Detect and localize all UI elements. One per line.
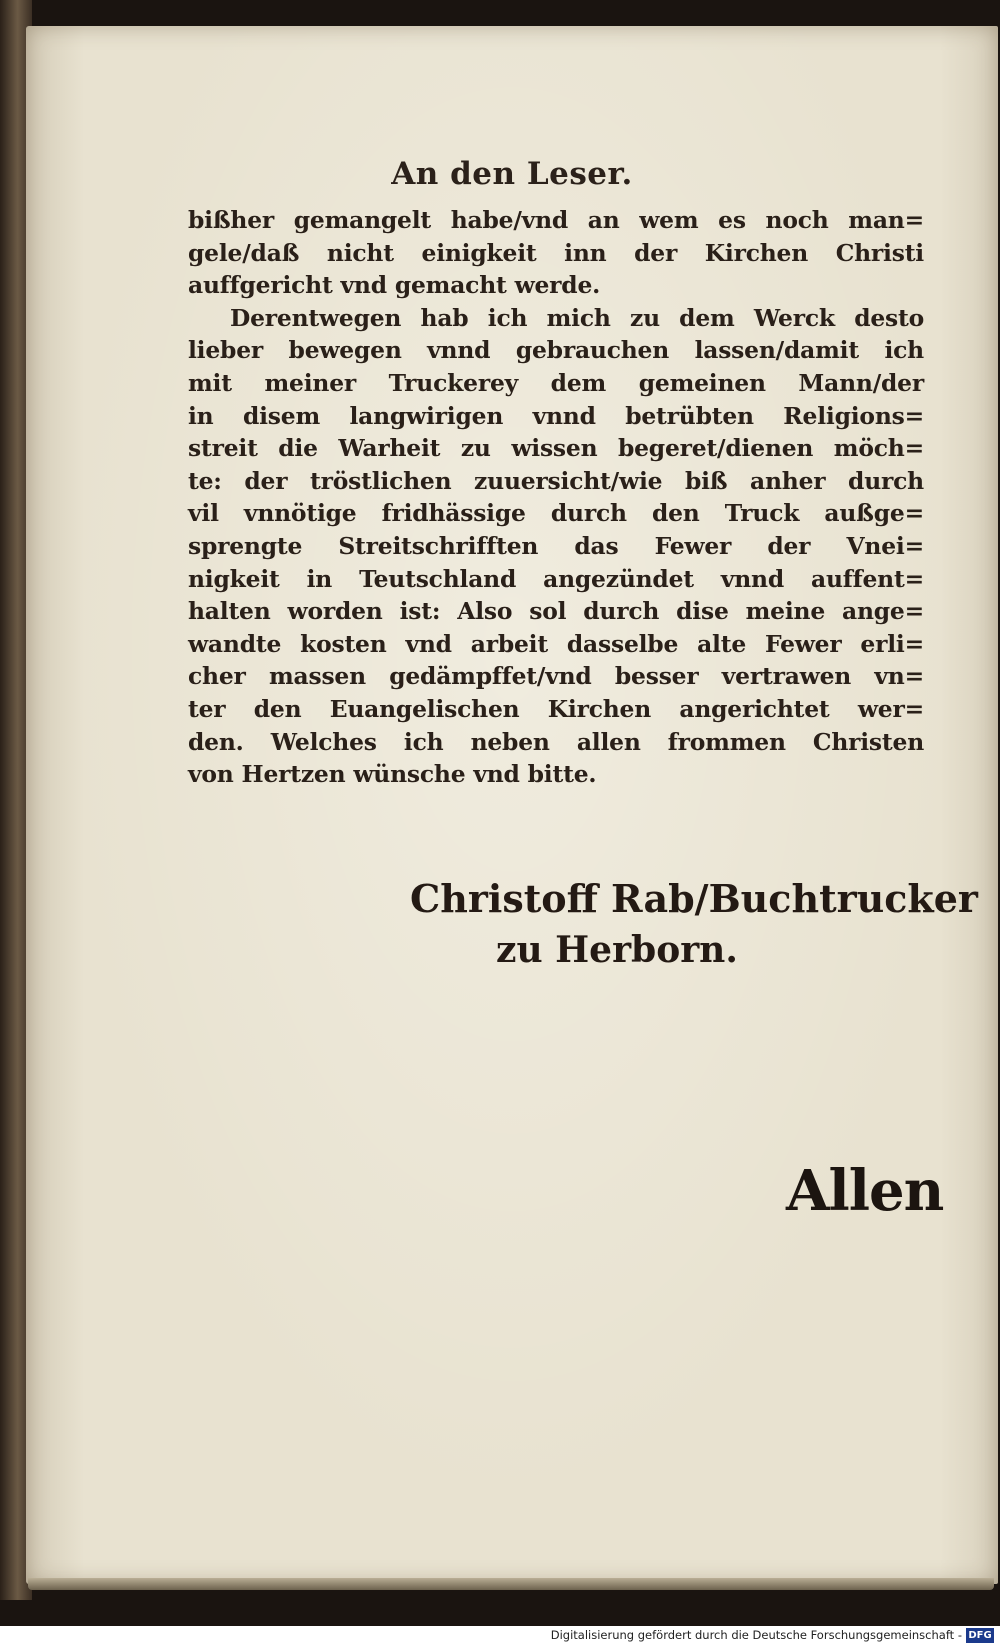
- text-line: wandte kosten vnd arbeit dasselbe alte Fewer erli=: [188, 629, 924, 658]
- text-line: in disem langwirigen vnnd betrübten Religions=: [188, 401, 924, 430]
- text-line: Derentwegen hab ich mich zu dem Werck desto: [230, 303, 924, 332]
- running-head: An den Leser.: [391, 156, 633, 192]
- text-line: halten worden ist: Also sol durch dise meine ange=: [188, 597, 924, 626]
- text-line: te: der tröstlichen zuuersicht/wie biß anher durch: [188, 466, 924, 495]
- text-line: den. Welches ich neben allen frommen Christen: [188, 727, 924, 756]
- page-bottom-edge: [28, 1578, 994, 1590]
- digitization-credit: Digitalisierung gefördert durch die Deutsche Forschungsgemeinschaft -: [550, 1628, 962, 1642]
- text-line: streit die Warheit zu wissen begeret/dienen möch=: [188, 434, 924, 463]
- book-page: [26, 26, 998, 1584]
- printer-location: zu Herborn.: [496, 929, 738, 971]
- text-line: sprengte Streitschrifften das Fewer der Vnei=: [188, 531, 924, 560]
- text-line: cher massen gedämpffet/vnd besser vertrawen vn=: [188, 662, 924, 691]
- text-line: vil vnnötige fridhässige durch den Truck außge=: [188, 499, 924, 528]
- text-line: nigkeit in Teutschland angezündet vnnd auffent=: [188, 564, 924, 593]
- text-line: auffgericht vnd gemacht werde.: [188, 271, 601, 300]
- text-line: gele/daß nicht einigkeit inn der Kirchen Christi: [188, 238, 924, 267]
- text-line: ter den Euangelischen Kirchen angerichtet wer=: [188, 694, 924, 723]
- text-line: mit meiner Truckerey dem gemeinen Mann/der: [188, 368, 924, 397]
- printer-signature: Christoff Rab/Buchtrucker: [410, 876, 978, 921]
- catchword: Allen: [786, 1158, 944, 1224]
- text-line: bißher gemangelt habe/vnd an wem es noch man=: [188, 206, 924, 234]
- body-text: [188, 204, 924, 791]
- text-line: lieber bewegen vnnd gebrauchen lassen/damit ich: [188, 336, 924, 365]
- text-line: von Hertzen wünsche vnd bitte.: [188, 760, 597, 789]
- dfg-logo: DFG: [966, 1628, 994, 1643]
